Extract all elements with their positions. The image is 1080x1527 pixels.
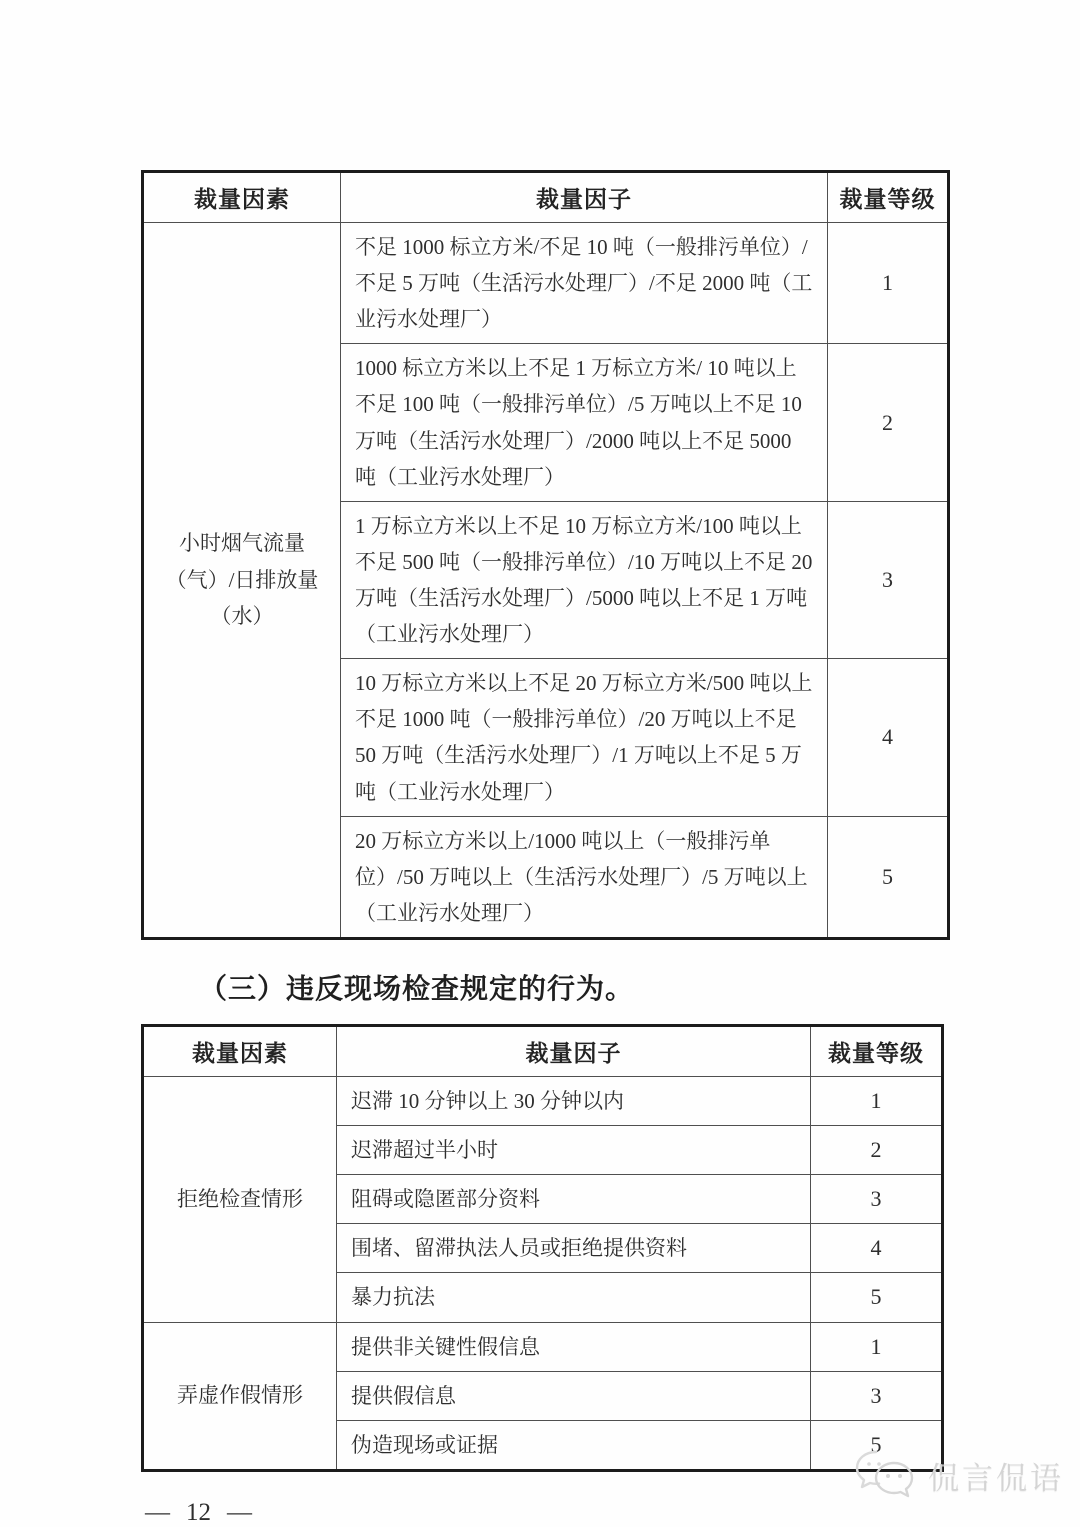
- discretion-table-inspection: [141, 1024, 944, 1472]
- discretion-table-emissions: [141, 170, 950, 940]
- table-header-row: [143, 1025, 943, 1076]
- table-row: [143, 223, 949, 344]
- factor-desc-cell: 20 万标立方米以上/1000 吨以上（一般排污单位）/50 万吨以上（生活污水处理厂）/5 万吨以上（工业污水处理厂）: [341, 816, 828, 938]
- page-number-value: 12: [186, 1498, 211, 1526]
- level-cell: 3: [811, 1371, 943, 1420]
- level-cell: 5: [811, 1420, 943, 1470]
- factor-desc-cell: 不足 1000 标立方米/不足 10 吨（一般排污单位）/不足 5 万吨（生活污水处理厂）/不足 2000 吨（工业污水处理厂）: [341, 223, 828, 344]
- level-cell: 5: [811, 1273, 943, 1322]
- header-discretion-level: 裁量等级: [811, 1025, 943, 1076]
- factor-desc-cell: 提供假信息: [337, 1371, 811, 1420]
- header-discretion-subfactor: 裁量因子: [341, 172, 828, 223]
- factor-desc-cell: 阻碍或隐匿部分资料: [337, 1175, 811, 1224]
- table-header-row: [143, 172, 949, 223]
- table-row: [143, 1076, 943, 1125]
- level-cell: 5: [828, 816, 949, 938]
- factor-desc-cell: 伪造现场或证据: [337, 1420, 811, 1470]
- factor-desc-cell: 迟滞 10 分钟以上 30 分钟以内: [337, 1076, 811, 1125]
- header-discretion-level: 裁量等级: [828, 172, 949, 223]
- factor-desc-cell: 1000 标立方米以上不足 1 万标立方米/ 10 吨以上不足 100 吨（一般排污单位）/5 万吨以上不足 10 万吨（生活污水处理厂）/2000 吨以上不足 5000 吨（工业污水处理厂）: [341, 344, 828, 501]
- header-discretion-factor: 裁量因素: [143, 1025, 337, 1076]
- level-cell: 2: [828, 344, 949, 501]
- factor-desc-cell: 围堵、留滞执法人员或拒绝提供资料: [337, 1224, 811, 1273]
- header-discretion-factor: 裁量因素: [143, 172, 341, 223]
- level-cell: 4: [828, 659, 949, 816]
- factor-desc-cell: 10 万标立方米以上不足 20 万标立方米/500 吨以上不足 1000 吨（一般排污单位）/20 万吨以上不足 50 万吨（生活污水处理厂）/1 万吨以上不足 5 万吨（工业污水处理厂）: [341, 659, 828, 816]
- level-cell: 1: [811, 1076, 943, 1125]
- factor-desc-cell: 提供非关键性假信息: [337, 1322, 811, 1371]
- watermark: [852, 1449, 1064, 1501]
- level-cell: 1: [828, 223, 949, 344]
- level-cell: 4: [811, 1224, 943, 1273]
- level-cell: 3: [828, 501, 949, 658]
- page-number: [145, 1499, 385, 1527]
- page-number-dash-right: —: [227, 1498, 252, 1526]
- factor-desc-cell: 1 万标立方米以上不足 10 万标立方米/100 吨以上不足 500 吨（一般排污单位）/10 万吨以上不足 20 万吨（生活污水处理厂）/5000 吨以上不足 1 万吨（工业污水处理厂）: [341, 501, 828, 658]
- header-discretion-subfactor: 裁量因子: [337, 1025, 811, 1076]
- watermark-text: 侃言侃语: [928, 1460, 1064, 1496]
- level-cell: 1: [811, 1322, 943, 1371]
- chat-bubbles-icon: [852, 1449, 918, 1501]
- level-cell: 2: [811, 1126, 943, 1175]
- factor-desc-cell: 迟滞超过半小时: [337, 1126, 811, 1175]
- factor-label-cell: 拒绝检查情形: [143, 1076, 337, 1322]
- section-heading: （三）违反现场检查规定的行为。: [199, 973, 635, 1005]
- factor-desc-cell: 暴力抗法: [337, 1273, 811, 1322]
- page-number-dash-left: —: [145, 1498, 170, 1526]
- factor-label-cell: 弄虚作假情形: [143, 1322, 337, 1470]
- factor-label-cell: 小时烟气流量（气）/日排放量（水）: [143, 223, 341, 939]
- table-row: [143, 1322, 943, 1371]
- level-cell: 3: [811, 1175, 943, 1224]
